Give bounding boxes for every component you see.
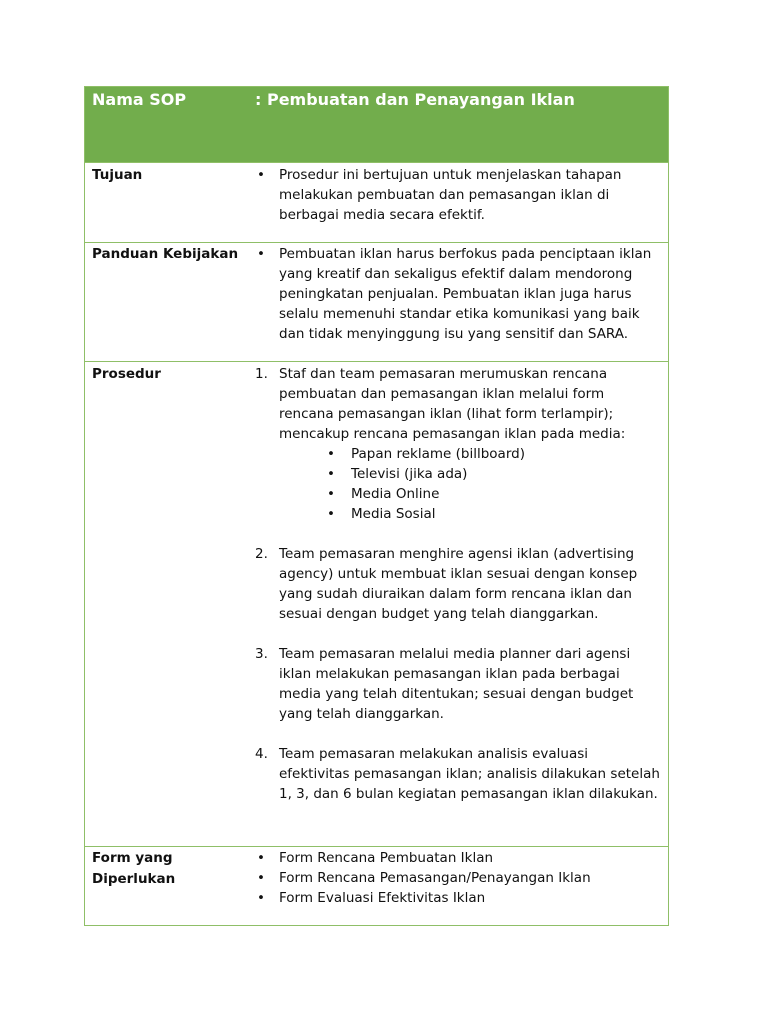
media-item: [279, 464, 660, 484]
header-value: : Pembuatan dan Penayangan Iklan: [255, 90, 575, 109]
procedure-step-2: [252, 544, 660, 624]
bullet-marker: •: [327, 446, 335, 462]
tujuan-content: [252, 165, 668, 242]
panduan-label: Panduan Kebijakan: [92, 246, 239, 262]
media-item-label: Papan reklame (billboard): [351, 446, 525, 462]
step-number: 3.: [255, 646, 268, 662]
tujuan-text: Prosedur ini bertujuan untuk menjelaskan tahapan melakukan pembuatan dan pemasangan iklan di berbagai media secara efektif.: [279, 167, 622, 223]
step-text: Team pemasaran menghire agensi iklan (advertising agency) untuk membuat iklan sesuai dengan konsep yang sudah diuraikan dalam form rencana iklan dan sesuai dengan budget yang telah dianggarkan.: [279, 546, 638, 622]
panduan-text: Pembuatan iklan harus berfokus pada penciptaan iklan yang kreatif dan sekaligus efektif dalam mendorong peningkatan penjualan. Pembuatan iklan juga harus selalu memenuhi standar etika komunikasi yang baik dan tidak menyinggung isu yang sensitif dan SARA.: [279, 246, 652, 342]
media-item-label: Media Sosial: [351, 506, 436, 522]
media-item: [279, 484, 660, 504]
bullet-marker: •: [257, 167, 265, 183]
row-form-diperlukan: [85, 846, 668, 925]
bullet-marker: •: [257, 850, 265, 866]
row-tujuan: [85, 162, 668, 242]
step-number: 2.: [255, 546, 268, 562]
step-text: Team pemasaran melalui media planner dari agensi iklan melakukan pemasangan iklan pada berbagai media yang telah ditentukan; sesuai dengan budget yang telah dianggarkan.: [279, 646, 634, 722]
procedure-step-3: [252, 644, 660, 724]
bullet-marker: •: [257, 890, 265, 906]
sop-table: [84, 86, 669, 926]
list-item: [252, 848, 660, 868]
media-item: [279, 504, 660, 524]
bullet-marker: •: [257, 246, 265, 262]
form-label-line-1: Form yang: [92, 850, 173, 866]
tujuan-label: Tujuan: [92, 167, 143, 183]
prosedur-label: Prosedur: [92, 366, 161, 382]
media-item-label: Media Online: [351, 486, 440, 502]
list-item: [252, 165, 660, 225]
header-row: [85, 87, 668, 162]
form-item: Form Rencana Pemasangan/Penayangan Iklan: [279, 870, 591, 886]
row-prosedur: [85, 361, 668, 846]
form-item: Form Evaluasi Efektivitas Iklan: [279, 890, 486, 906]
bullet-marker: •: [327, 466, 335, 482]
panduan-content: [252, 244, 668, 361]
media-list: [279, 444, 660, 524]
step-text: Team pemasaran melakukan analisis evaluasi efektivitas pemasangan iklan; analisis dilakukan setelah 1, 3, dan 6 bulan kegiatan pemasangan iklan dilakukan.: [279, 746, 660, 802]
media-item: [279, 444, 660, 464]
list-item: [252, 888, 660, 908]
form-content: [252, 848, 668, 925]
procedure-step-1: [252, 364, 660, 524]
bullet-marker: •: [327, 506, 335, 522]
step-number: 4.: [255, 746, 268, 762]
prosedur-content: [252, 364, 668, 846]
step-number: 1.: [255, 366, 268, 382]
form-label: [85, 848, 252, 925]
form-item: Form Rencana Pembuatan Iklan: [279, 850, 494, 866]
step-text: Staf dan team pemasaran merumuskan rencana pembuatan dan pemasangan iklan melalui form rencana pemasangan iklan (lihat form terlampir); mencakup rencana pemasangan iklan pada media:: [279, 366, 626, 442]
bullet-marker: •: [327, 486, 335, 502]
form-label-line-2: Diperlukan: [92, 871, 176, 887]
media-item-label: Televisi (jika ada): [351, 466, 468, 482]
bullet-marker: •: [257, 870, 265, 886]
list-item: [252, 868, 660, 888]
procedure-step-4: [252, 744, 660, 804]
list-item: [252, 244, 660, 344]
header-label: Nama SOP: [92, 90, 187, 109]
row-panduan-kebijakan: [85, 242, 668, 361]
